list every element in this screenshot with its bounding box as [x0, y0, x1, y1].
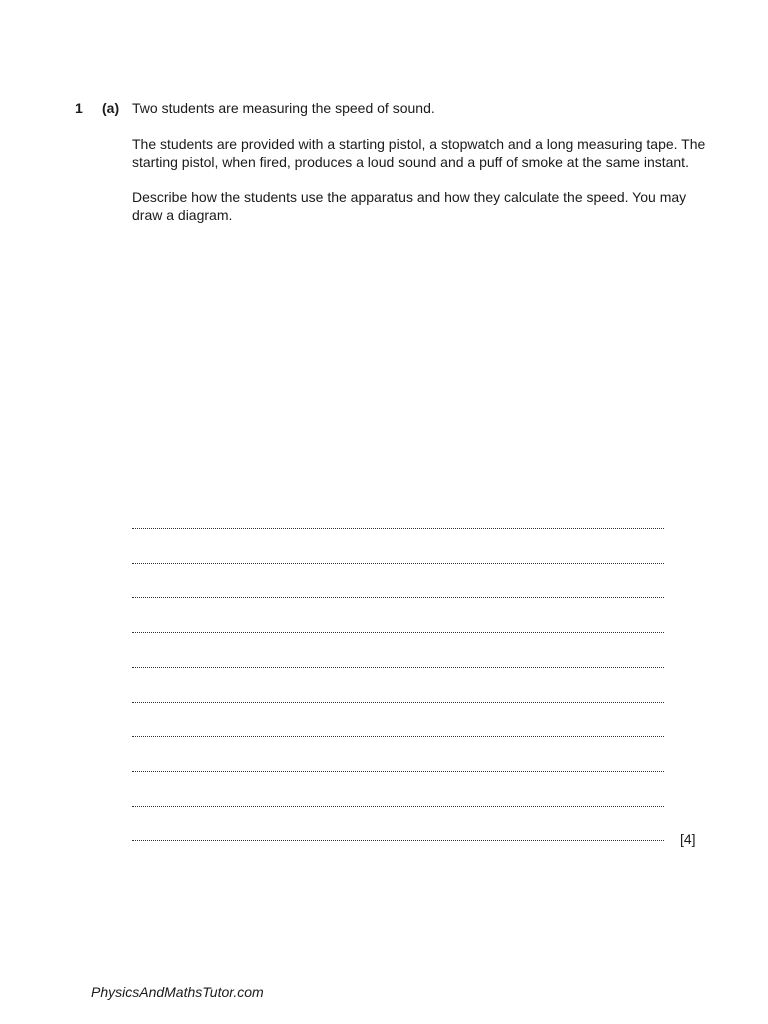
answer-line[interactable]: [132, 840, 664, 841]
question-part-label: (a): [102, 100, 120, 116]
question-instruction: Describe how the students use the apparatus and how they calculate the speed. You may draw a diagram.: [132, 189, 687, 223]
footer-site-name: PhysicsAndMathsTutor.com: [91, 984, 264, 1000]
question-apparatus-text: The students are provided with a starting pistol, a stopwatch and a long measuring tape. The starting pistol, when fired, produces a loud sound and a puff of smoke at the same instant.: [132, 136, 706, 170]
answer-line[interactable]: [132, 528, 664, 529]
answer-line[interactable]: [132, 667, 664, 668]
answer-line[interactable]: [132, 702, 664, 703]
question-intro: Two students are measuring the speed of sound.: [132, 100, 435, 116]
answer-line[interactable]: [132, 736, 664, 737]
question-number: 1: [75, 100, 83, 116]
answer-line[interactable]: [132, 563, 664, 564]
answer-line[interactable]: [132, 597, 664, 598]
marks-label: [4]: [680, 831, 696, 847]
answer-line[interactable]: [132, 632, 664, 633]
answer-line[interactable]: [132, 806, 664, 807]
answer-line[interactable]: [132, 771, 664, 772]
